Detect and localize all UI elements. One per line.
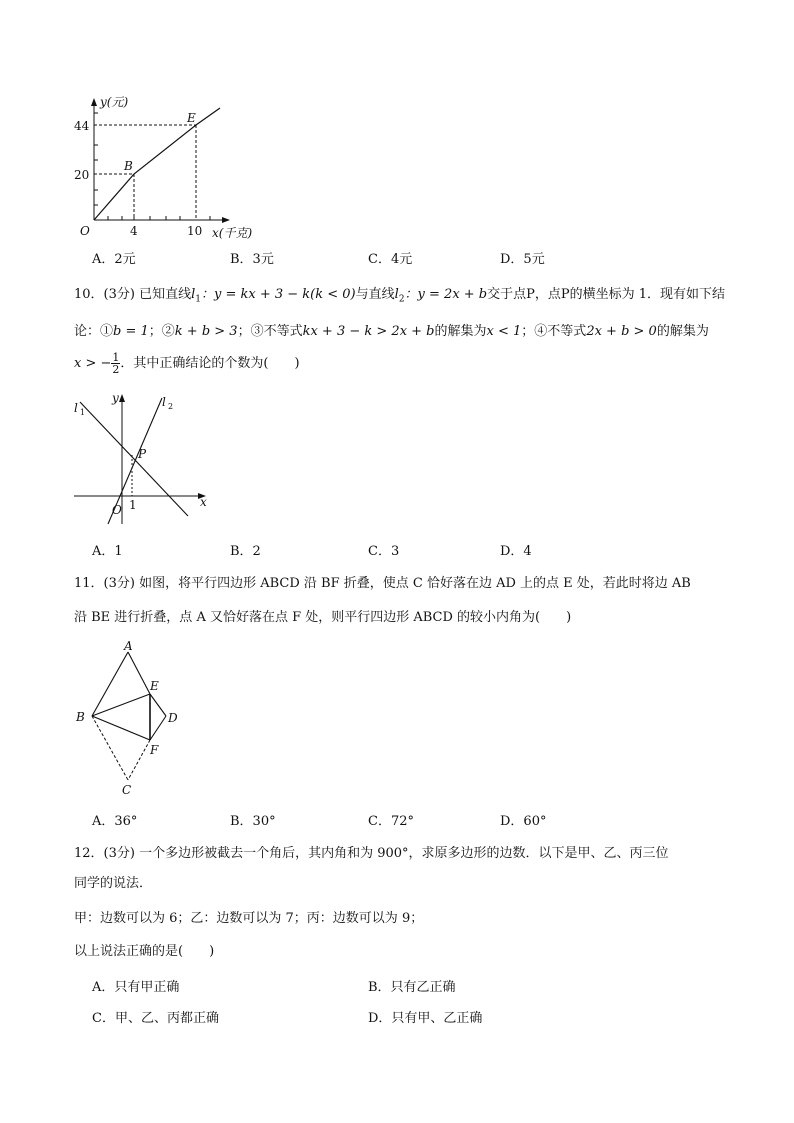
q11-option-d[interactable]: D．60° bbox=[500, 814, 547, 829]
l2-sub: 2 bbox=[168, 402, 174, 411]
q10-eq2: ：y = 2x + b bbox=[404, 287, 488, 302]
fraction-denominator: 2 bbox=[112, 363, 120, 376]
q10-option-c[interactable]: C．3 bbox=[368, 544, 400, 559]
q9-option-d[interactable]: D．5元 bbox=[500, 252, 545, 267]
q9-option-c[interactable]: C．4元 bbox=[368, 252, 413, 267]
q10-text-d: k + b > 3 bbox=[174, 324, 238, 339]
q12-line-1: 12．(3分) 一个多边形被截去一个角后，其内角和为 900°，求原多边形的边数．以下是甲、乙、丙三位 bbox=[74, 846, 669, 861]
q10-option-d[interactable]: D．4 bbox=[500, 544, 532, 559]
y-axis-label: y(元) bbox=[100, 95, 129, 109]
origin-label: O bbox=[80, 224, 90, 238]
q10-text-m: ．其中正确结论的个数为( ) bbox=[120, 356, 300, 371]
q10-text-k: 的解集为 bbox=[656, 324, 709, 339]
q10-option-b[interactable]: B．2 bbox=[230, 544, 261, 559]
x-axis: x bbox=[200, 495, 207, 509]
q10-figure bbox=[70, 390, 220, 530]
vertex-c: C bbox=[122, 783, 132, 797]
origin: O bbox=[112, 503, 122, 517]
q12-option-d[interactable]: D．只有甲、乙正确 bbox=[368, 1011, 483, 1026]
point-b-label: B bbox=[124, 159, 133, 173]
q10-text-l: x > − bbox=[74, 356, 112, 371]
y-axis: y bbox=[112, 391, 119, 405]
y-tick-44: 44 bbox=[74, 119, 90, 133]
q10-text-b: b = 1 bbox=[113, 324, 149, 339]
q9-option-b[interactable]: B．3元 bbox=[230, 252, 274, 267]
vertex-b: B bbox=[76, 710, 85, 724]
q12-option-a[interactable]: A．只有甲正确 bbox=[92, 980, 180, 995]
q10-l2-sub: 2 bbox=[398, 294, 405, 305]
q10-suffix: 交于点P，点P的横坐标为 1．现有如下结 bbox=[487, 287, 726, 302]
q10-text-c: ；② bbox=[148, 324, 175, 339]
q10-option-a[interactable]: A．1 bbox=[92, 544, 123, 559]
q10-text-a: 论：① bbox=[74, 324, 114, 339]
q10-text-e: ；③不等式 bbox=[237, 324, 303, 339]
l1-label: l bbox=[74, 401, 78, 415]
q10-text-i: ；④不等式 bbox=[521, 324, 587, 339]
q10-text-f: kx + 3 − k > 2x + b bbox=[302, 324, 435, 339]
q10-text-j: 2x + b > 0 bbox=[586, 324, 657, 339]
q11-line-2: 沿 BE 进行折叠，点 A 又恰好落在点 F 处，则平行四边形 ABCD 的较小内角为( ) bbox=[74, 610, 572, 625]
q10-line-2 bbox=[74, 320, 709, 339]
q11-option-c[interactable]: C．72° bbox=[368, 814, 414, 829]
point-e-label: E bbox=[187, 111, 196, 125]
l1-sub: 1 bbox=[80, 408, 86, 417]
q11-figure bbox=[70, 640, 200, 800]
q9-option-a[interactable]: A．2元 bbox=[92, 252, 136, 267]
tick-1: 1 bbox=[129, 498, 137, 512]
vertex-a: A bbox=[124, 640, 133, 653]
q12-line-4: 以上说法正确的是( ) bbox=[74, 944, 215, 959]
q10-l1-sub: 1 bbox=[195, 294, 201, 305]
q10-l2: l bbox=[394, 287, 399, 302]
q12-line-3: 甲：边数可以为 6；乙：边数可以为 7；丙：边数可以为 9； bbox=[74, 911, 424, 926]
vertex-d: D bbox=[168, 711, 178, 725]
y-tick-20: 20 bbox=[74, 168, 90, 182]
q11-line-1: 11．(3分) 如图，将平行四边形 ABCD 沿 BF 折叠，使点 C 恰好落在边 AD 上的点 E 处，若此时将边 AB bbox=[74, 576, 691, 591]
l2-label: l bbox=[162, 395, 166, 409]
q10-line-3 bbox=[74, 352, 300, 375]
x-axis-label: x(千克) bbox=[212, 226, 253, 240]
q10-text-g: 的解集为 bbox=[434, 324, 487, 339]
q10-l1: l bbox=[191, 287, 196, 302]
q10-mid: 与直线 bbox=[355, 287, 395, 302]
vertex-e: E bbox=[150, 679, 159, 693]
x-tick-10: 10 bbox=[187, 224, 203, 238]
vertex-f: F bbox=[150, 743, 159, 757]
q12-option-b[interactable]: B．只有乙正确 bbox=[368, 980, 456, 995]
q12-line-2: 同学的说法． bbox=[74, 876, 153, 891]
q11-option-a[interactable]: A．36° bbox=[92, 814, 138, 829]
q10-eq1: ：y = kx + 3 − k(k < 0) bbox=[201, 287, 356, 302]
q9-figure bbox=[70, 90, 290, 240]
q10-line-1 bbox=[74, 283, 725, 305]
point-p: P bbox=[138, 447, 147, 461]
q11-option-b[interactable]: B．30° bbox=[230, 814, 276, 829]
q10-text-h: x < 1 bbox=[486, 324, 522, 339]
x-tick-4: 4 bbox=[130, 224, 138, 238]
fraction-numerator: 1 bbox=[112, 351, 120, 364]
q10-prefix: 10．(3分) 已知直线 bbox=[74, 287, 192, 302]
q12-option-c[interactable]: C．甲、乙、丙都正确 bbox=[92, 1011, 219, 1026]
